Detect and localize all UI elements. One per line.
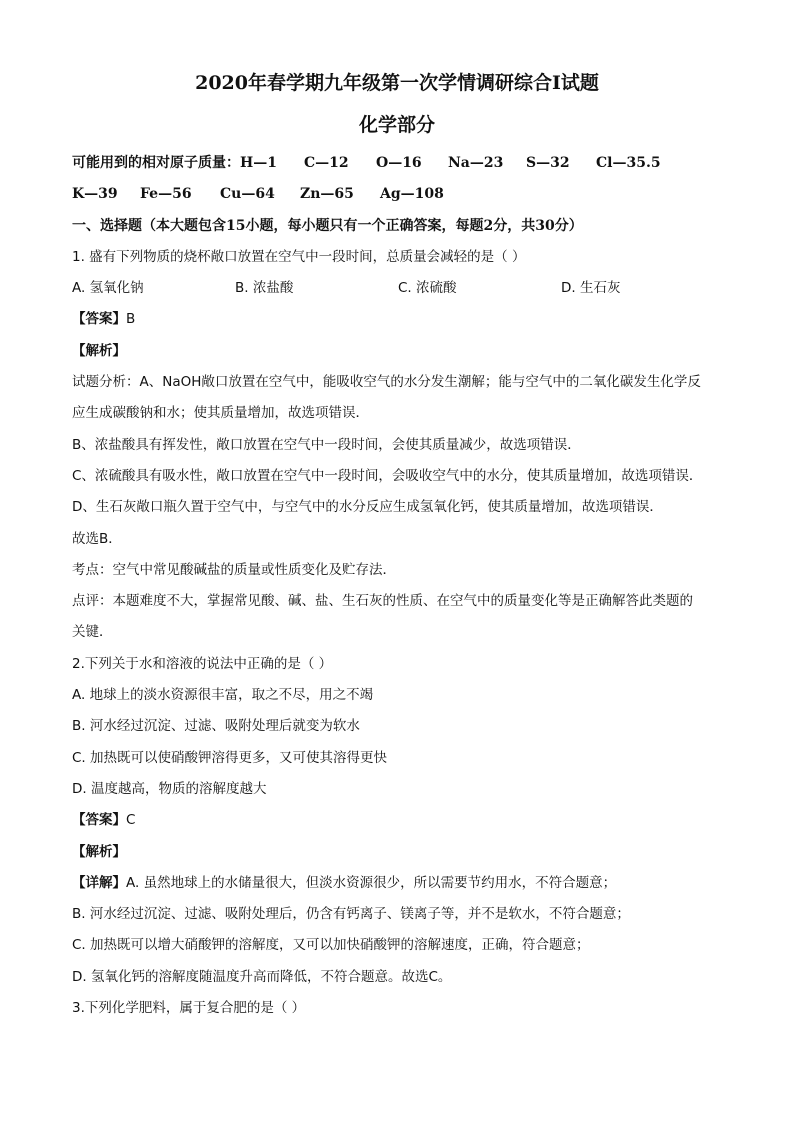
q1-option-c: C. 浓硫酸 <box>398 280 457 297</box>
section-heading: 一、选择题（本大题包含15小题，每小题只有一个正确答案，每题2分，共30分） <box>72 217 583 234</box>
atomic-masses-row-1 <box>72 148 732 179</box>
q2-answer-value: C <box>126 812 136 829</box>
q1-analysis-line: 应生成碳酸钠和水；使其质量增加，故选项错误． <box>72 405 369 422</box>
analysis-tag: 【解析】 <box>72 843 126 860</box>
q1-answer-value: B <box>126 311 136 328</box>
q2-detail-line: C. 加热既可以增大硝酸钾的溶解度，又可以加快硝酸钾的溶解速度，正确，符合题意； <box>72 937 590 954</box>
mass-fe: Fe—56 <box>140 186 192 203</box>
atomic-masses-label: 可能用到的相对原子质量： <box>72 155 240 171</box>
mass-cu: Cu—64 <box>220 186 275 203</box>
q1-options <box>72 273 732 304</box>
q1-analysis-line: 故选B． <box>72 530 122 547</box>
q2-stem: 2.下列关于水和溶液的说法中正确的是（ ） <box>72 655 333 672</box>
q1-analysis-line: D、生石灰敞口瓶久置于空气中，与空气中的水分反应生成氢氧化钙，使其质量增加，故选项错误． <box>72 499 663 516</box>
q1-option-b: B. 浓盐酸 <box>235 280 294 297</box>
mass-zn: Zn—65 <box>300 186 354 203</box>
document-body <box>72 148 732 1024</box>
answer-tag: 【答案】 <box>72 311 126 328</box>
mass-na: Na—23 <box>448 155 504 171</box>
q1-stem: 1. 盛有下列物质的烧杯敞口放置在空气中一段时间，总质量会减轻的是（ ） <box>72 248 526 265</box>
detail-tag: 【详解】 <box>72 874 126 891</box>
q1-analysis-line: 关键． <box>72 624 113 641</box>
mass-k: K—39 <box>72 186 118 203</box>
mass-o: O—16 <box>376 155 422 171</box>
q1-analysis-line: 试题分析：A、NaOH敞口放置在空气中，能吸收空气的水分发生潮解；能与空气中的二氧化碳发生化学反 <box>72 374 701 391</box>
mass-ag: Ag—108 <box>380 186 444 203</box>
page-subtitle: 化学部分 <box>358 114 435 136</box>
q2-option-c: C. 加热既可以使硝酸钾溶得更多，又可使其溶得更快 <box>72 749 388 766</box>
q1-option-a: A. 氢氧化钠 <box>72 280 144 297</box>
q2-detail-text: A. 虽然地球上的水储量很大，但淡水资源很少，所以需要节约用水，不符合题意； <box>126 874 617 891</box>
mass-h: H—1 <box>240 155 277 171</box>
q2-option-d: D. 温度越高，物质的溶解度越大 <box>72 780 267 797</box>
mass-cl: Cl—35.5 <box>596 155 661 171</box>
q2-option-a: A. 地球上的淡水资源很丰富，取之不尽，用之不竭 <box>72 687 374 704</box>
atomic-masses-row-2 <box>72 179 732 210</box>
q1-answer <box>72 304 732 335</box>
answer-tag: 【答案】 <box>72 812 126 829</box>
q3-stem: 3.下列化学肥料，属于复合肥的是（ ） <box>72 1000 306 1017</box>
q1-analysis-line: 点评：本题难度不大，掌握常见酸、碱、盐、生石灰的性质、在空气中的质量变化等是正确解答此类题的 <box>72 593 693 610</box>
analysis-tag: 【解析】 <box>72 342 126 359</box>
q2-detail-line <box>72 868 732 899</box>
q2-detail-line: D. 氢氧化钙的溶解度随温度升高而降低，不符合题意。故选C。 <box>72 968 452 985</box>
q1-analysis-line: B、浓盐酸具有挥发性，敞口放置在空气中一段时间，会使其质量减少，故选项错误． <box>72 436 581 453</box>
q2-detail-line: B. 河水经过沉淀、过滤、吸附处理后，仍含有钙离子、镁离子等，并不是软水，不符合题意； <box>72 906 630 923</box>
q1-analysis-line: C、浓硫酸具有吸水性，敞口放置在空气中一段时间，会吸收空气中的水分，使其质量增加，故选项错误． <box>72 467 703 484</box>
q1-option-d: D. 生石灰 <box>561 280 621 297</box>
q2-answer <box>72 805 732 836</box>
q2-option-b: B. 河水经过沉淀、过滤、吸附处理后就变为软水 <box>72 718 360 735</box>
q1-analysis-line: 考点：空气中常见酸碱盐的质量或性质变化及贮存法． <box>72 561 396 578</box>
page-title: 2020年春学期九年级第一次学情调研综合Ⅰ试题 <box>195 72 599 94</box>
q2-analysis-heading <box>72 837 732 868</box>
mass-s: S—32 <box>526 155 570 171</box>
q1-analysis-heading <box>72 336 732 367</box>
mass-c: C—12 <box>304 155 349 171</box>
